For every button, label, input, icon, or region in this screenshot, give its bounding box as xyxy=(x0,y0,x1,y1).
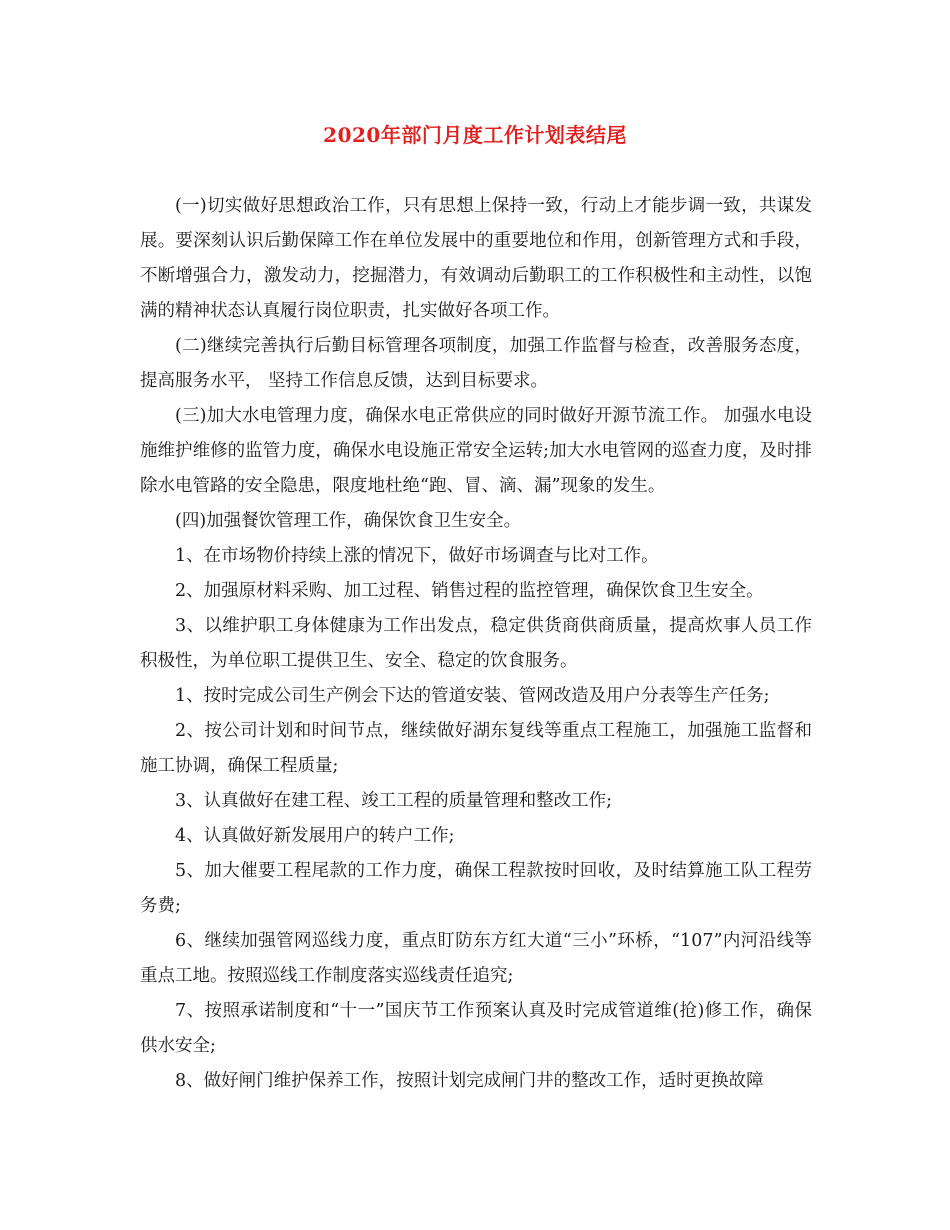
paragraph: 3、以维护职工身体健康为工作出发点，稳定供货商供商质量，提高炊事人员工作积极性，为单位职工提供卫生、安全、稳定的饮食服务。 xyxy=(140,616,812,671)
document-body xyxy=(140,189,812,1099)
paragraph: 1、在市场物价持续上涨的情况下，做好市场调查与比对工作。 xyxy=(175,546,659,566)
paragraph: (一)切实做好思想政治工作，只有思想上保持一致，行动上才能步调一致，共谋发展。要深刻认识后勤保障工作在单位发展中的重要地位和作用，创新管理方式和手段，不断增强合力，激发动力，挖掘潜力，有效调动后勤职工的工作积极性和主动性，以饱满的精神状态认真履行岗位职责，扎实做好各项工作。 xyxy=(140,196,812,321)
paragraph: 6、继续加强管网巡线力度，重点盯防东方红大道“三小”环桥，“107”内河沿线等重点工地。按照巡线工作制度落实巡线责任追究; xyxy=(140,931,812,986)
paragraph: 2、按公司计划和时间节点，继续做好湖东复线等重点工程施工，加强施工监督和施工协调，确保工程质量; xyxy=(140,721,812,776)
document-title: 2020年部门月度工作计划表结尾 xyxy=(323,123,627,147)
paragraph: 5、加大催要工程尾款的工作力度，确保工程款按时回收，及时结算施工队工程劳务费; xyxy=(140,861,812,916)
paragraph: 1、按时完成公司生产例会下达的管道安装、管网改造及用户分表等生产任务; xyxy=(175,686,770,706)
paragraph: (三)加大水电管理力度，确保水电正常供应的同时做好开源节流工作。 加强水电设施维护维修的监管力度，确保水电设施正常安全运转;加大水电管网的巡查力度，及时排除水电管路的安全隐患，限度地杜绝“跑、冒、滴、漏”现象的发生。 xyxy=(140,406,812,496)
paragraph: 3、认真做好在建工程、竣工工程的质量管理和整改工作; xyxy=(175,791,613,811)
paragraph: 7、按照承诺制度和“十一”国庆节工作预案认真及时完成管道维(抢)修工作，确保供水安全; xyxy=(140,1001,812,1056)
paragraph: 2、加强原材料采购、加工过程、销售过程的监控管理，确保饮食卫生安全。 xyxy=(175,581,764,601)
paragraph: 4、认真做好新发展用户的转户工作; xyxy=(175,826,455,846)
paragraph: (二)继续完善执行后勤目标管理各项制度，加强工作监督与检查，改善服务态度，提高服务水平， 坚持工作信息反馈，达到目标要求。 xyxy=(140,336,812,391)
paragraph: 8、做好闸门维护保养工作，按照计划完成闸门井的整改工作，适时更换故障 xyxy=(175,1071,764,1091)
paragraph: (四)加强餐饮管理工作，确保饮食卫生安全。 xyxy=(175,511,522,531)
